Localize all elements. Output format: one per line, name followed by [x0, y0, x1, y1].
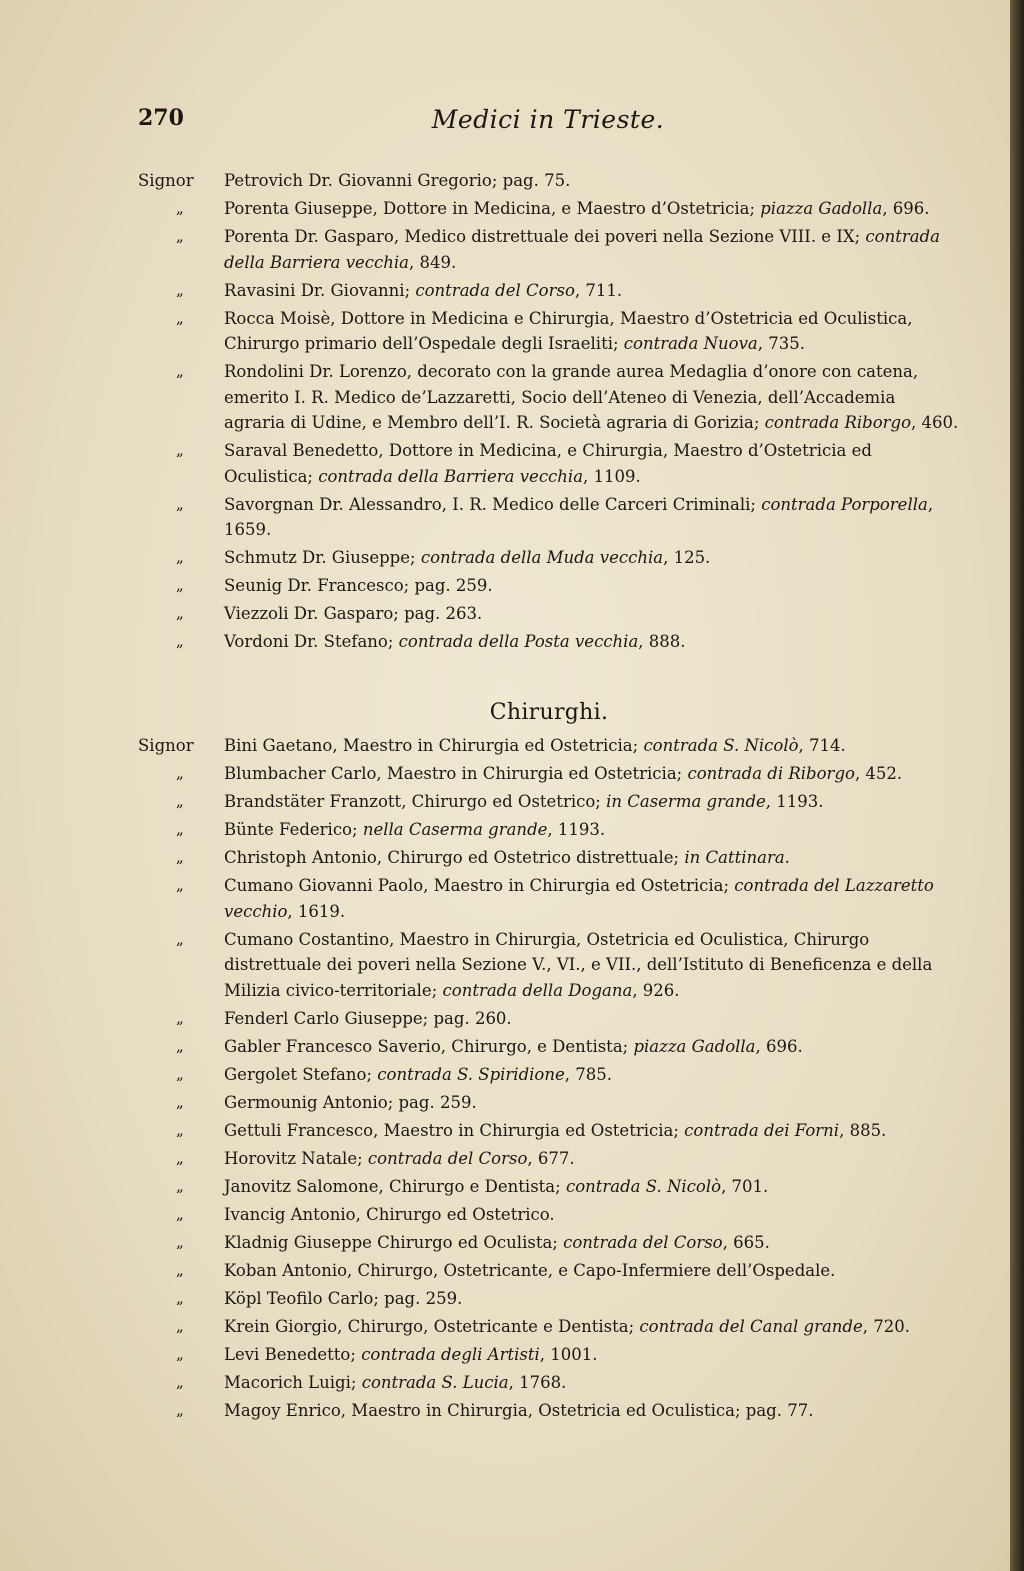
directory-entry	[138, 1034, 960, 1060]
directory-entry	[138, 1314, 960, 1340]
entry-address: in Caserma grande	[606, 792, 766, 811]
entry-address: contrada S. Nicolò	[565, 1176, 722, 1196]
ditto-mark: „	[176, 876, 184, 894]
ditto-mark: „	[176, 1372, 184, 1391]
directory-entry	[138, 1230, 960, 1256]
entry-text: Horovitz Natale;	[224, 1148, 368, 1168]
entry-text: Seunig Dr. Francesco; pag. 259.	[224, 576, 493, 595]
entry-address: contrada del Lazzaretto vecchio	[224, 876, 934, 921]
ditto-mark: „	[176, 548, 184, 566]
directory-entry	[138, 1118, 960, 1144]
directory-entry	[138, 789, 960, 815]
directory-entry	[138, 629, 960, 655]
ditto-mark: „	[176, 1148, 184, 1167]
ditto-mark: „	[176, 1036, 184, 1055]
entry-text: Saraval Benedetto, Dottore in Medicina, e Chirurgia, Maestro d’Ostetricia ed Oculistica;	[224, 441, 872, 486]
ditto-mark: „	[176, 576, 184, 594]
entry-house-number: , 785.	[564, 1064, 612, 1084]
ditto-mark: „	[176, 929, 184, 948]
entry-text: Bini Gaetano, Maestro in Chirurgia ed Ostetricia;	[224, 736, 644, 755]
entry-text: Christoph Antonio, Chirurgo ed Ostetrico distrettuale;	[224, 848, 685, 867]
surgeons-list	[138, 700, 960, 1426]
entry-house-number: , 1193.	[547, 820, 606, 839]
entry-house-number: , 696.	[882, 199, 930, 218]
entry-house-number: .	[784, 848, 790, 867]
entry-text: Gabler Francesco Saverio, Chirurgo, e Dentista;	[224, 1036, 634, 1056]
entry-text: Petrovich Dr. Giovanni Gregorio; pag. 75.	[224, 171, 571, 190]
page-number: 270	[138, 105, 184, 131]
ditto-mark: „	[176, 308, 184, 327]
directory-entry	[138, 359, 960, 436]
ditto-mark: „	[176, 1344, 184, 1363]
directory-entry	[138, 1062, 960, 1088]
ditto-mark: „	[176, 1176, 184, 1195]
entry-address: contrada Riborgo	[764, 413, 912, 432]
entry-address: contrada del Corso	[367, 1148, 528, 1168]
entry-address: contrada Nuova	[623, 334, 758, 353]
entry-house-number: , 849.	[409, 252, 457, 272]
directory-entry	[138, 224, 960, 275]
entry-text: Rocca Moisè, Dottore in Medicina e Chirurgia, Maestro d’Ostetricia ed Oculistica, Chirurgo primario dell’Ospedale degli Israeliti;	[224, 308, 913, 353]
entry-text: Schmutz Dr. Giuseppe;	[224, 548, 421, 567]
ditto-mark: „	[176, 604, 184, 622]
ditto-mark: „	[176, 1400, 184, 1419]
entry-address: contrada del Corso	[563, 1232, 723, 1252]
entry-text: Magoy Enrico, Maestro in Chirurgia, Ostetricia ed Oculistica; pag. 77.	[224, 1400, 814, 1420]
entry-house-number: , 125.	[663, 548, 711, 567]
entry-house-number: , 452.	[854, 764, 903, 783]
ditto-mark: „	[176, 1288, 184, 1307]
directory-entry	[138, 438, 960, 489]
entry-text: Gettuli Francesco, Maestro in Chirurgia ed Ostetricia;	[224, 1120, 685, 1140]
directory-entry	[138, 545, 960, 571]
entry-text: Porenta Giuseppe, Dottore in Medicina, e Maestro d’Ostetricia;	[224, 199, 761, 218]
running-head	[138, 105, 958, 141]
ditto-mark: „	[176, 848, 184, 866]
entry-house-number: , 1193.	[765, 792, 824, 811]
entry-text: Janovitz Salomone, Chirurgo e Dentista;	[224, 1176, 566, 1196]
ditto-mark: „	[176, 362, 184, 380]
entry-text: Levi Benedetto;	[224, 1344, 362, 1364]
directory-entry	[138, 168, 960, 194]
entry-text: Porenta Dr. Gasparo, Medico distrettuale dei poveri nella Sezione VIII. e IX;	[224, 227, 866, 246]
ditto-mark: „	[176, 1316, 184, 1335]
directory-entry	[138, 1006, 960, 1032]
ditto-mark: „	[176, 632, 184, 650]
directory-entry	[138, 601, 960, 627]
book-spine-edge	[1010, 0, 1024, 1571]
entry-text: Rondolini Dr. Lorenzo, decorato con la grande aurea Medaglia d’onore con catena, emerito I. R. Medico de’Lazzaretti, Socio dell’Ateneo di Venezia, dell’Accademia agraria di Udine, e Membro dell’I. R. Società agraria di Gorizia;	[224, 362, 919, 432]
directory-entry	[138, 1202, 960, 1228]
ditto-mark: „	[176, 1008, 184, 1027]
directory-entry	[138, 1342, 960, 1368]
ditto-mark: „	[176, 199, 184, 217]
entry-address: contrada S. Nicolò	[643, 736, 799, 755]
entry-house-number: , 714.	[798, 736, 846, 755]
entry-text: Gergolet Stefano;	[224, 1064, 378, 1084]
ditto-mark: „	[176, 1064, 184, 1083]
entry-house-number: , 1001.	[539, 1344, 598, 1364]
entry-text: Köpl Teofilo Carlo; pag. 259.	[224, 1288, 463, 1308]
entry-text: Fenderl Carlo Giuseppe; pag. 260.	[224, 1008, 512, 1028]
directory-entry	[138, 1398, 960, 1424]
running-title: Medici in Trieste.	[431, 105, 665, 134]
entry-address: in Cattinara	[684, 848, 785, 867]
entry-text: Blumbacher Carlo, Maestro in Chirurgia ed Ostetricia;	[224, 764, 688, 783]
entry-house-number: , 888.	[638, 632, 686, 651]
ditto-mark: „	[176, 1120, 184, 1139]
directory-entry	[138, 1090, 960, 1116]
entry-house-number: , 1768.	[508, 1372, 567, 1392]
ditto-mark: „	[176, 1204, 184, 1223]
ditto-mark: „	[176, 820, 184, 838]
ditto-mark: „	[176, 792, 184, 810]
entry-text: Viezzoli Dr. Gasparo; pag. 263.	[224, 604, 483, 623]
entry-text: Ravasini Dr. Giovanni;	[224, 280, 416, 300]
entry-address: nella Caserma grande	[362, 820, 548, 839]
title-signor: Signor	[138, 736, 194, 755]
entry-house-number: , 1109.	[583, 466, 641, 486]
entry-house-number: , 711.	[574, 280, 623, 300]
entry-text: Cumano Giovanni Paolo, Maestro in Chirurgia ed Ostetricia;	[224, 876, 735, 895]
directory-entry	[138, 1370, 960, 1396]
directory-entry	[138, 817, 960, 843]
directory-entry	[138, 927, 960, 1004]
entry-house-number: , 677.	[527, 1148, 575, 1168]
entry-text: Vordoni Dr. Stefano;	[224, 632, 399, 651]
entry-text: Cumano Costantino, Maestro in Chirurgia, Ostetricia ed Oculistica, Chirurgo distrettuale dei poveri nella Sezione V., VI., e VII., dell’Istituto di Beneficenza e della Milizia civico-territoriale;	[224, 929, 933, 1000]
entry-address: piazza Gadolla	[760, 199, 883, 218]
entry-address: contrada degli Artisti	[361, 1344, 540, 1364]
entry-address: piazza Gadolla	[633, 1036, 756, 1056]
entry-address: contrada Porporella	[761, 494, 928, 514]
title-signor: Signor	[138, 171, 194, 190]
entry-house-number: , 1659.	[224, 494, 934, 539]
directory-entry	[138, 196, 960, 222]
entry-house-number: , 665.	[722, 1232, 770, 1252]
entry-house-number: , 720.	[862, 1316, 910, 1336]
entry-house-number: , 696.	[755, 1036, 803, 1056]
entry-text: Kladnig Giuseppe Chirurgo ed Oculista;	[224, 1232, 564, 1252]
entry-text: Koban Antonio, Chirurgo, Ostetricante, e Capo-Infermiere dell’Ospedale.	[224, 1260, 836, 1280]
entry-address: contrada della Barriera vecchia	[224, 227, 940, 272]
ditto-mark: „	[176, 764, 184, 782]
entry-house-number: , 460.	[911, 413, 959, 432]
entry-text: Savorgnan Dr. Alessandro, I. R. Medico delle Carceri Criminali;	[224, 494, 762, 514]
ditto-mark: „	[176, 1260, 184, 1279]
ditto-mark: „	[176, 280, 184, 299]
directory-entry	[138, 573, 960, 599]
entry-house-number: , 885.	[839, 1120, 887, 1140]
directory-entry	[138, 1146, 960, 1172]
entry-text: Ivancig Antonio, Chirurgo ed Ostetrico.	[224, 1204, 555, 1224]
directory-entry	[138, 306, 960, 357]
entry-text: Macorich Luigi;	[224, 1372, 362, 1392]
physicians-list	[138, 168, 960, 657]
entry-text: Bünte Federico;	[224, 820, 363, 839]
entry-address: contrada della Muda vecchia	[420, 548, 664, 567]
entry-text: Brandstäter Franzott, Chirurgo ed Ostetrico;	[224, 792, 607, 811]
directory-entry	[138, 761, 960, 787]
entry-house-number: , 926.	[632, 980, 680, 1000]
entry-text: Germounig Antonio; pag. 259.	[224, 1092, 477, 1112]
directory-entry	[138, 492, 960, 543]
directory-entry	[138, 845, 960, 871]
ditto-mark: „	[176, 1092, 184, 1111]
ditto-mark: „	[176, 441, 184, 459]
entry-address: contrada del Canal grande	[639, 1316, 863, 1336]
entry-house-number: , 1619.	[287, 901, 346, 921]
directory-entry	[138, 278, 960, 304]
ditto-mark: „	[176, 494, 184, 513]
section-heading-chirurghi: Chirurghi.	[489, 700, 609, 725]
directory-entry	[138, 873, 960, 924]
entry-address: contrada S. Spiridione	[377, 1064, 565, 1084]
entry-address: contrada della Dogana	[442, 980, 633, 1000]
entry-address: contrada della Posta vecchia	[398, 632, 639, 651]
entry-address: contrada dei Forni	[684, 1120, 840, 1140]
entry-address: contrada di Riborgo	[687, 764, 855, 783]
directory-entry	[138, 733, 960, 759]
directory-entry	[138, 1258, 960, 1284]
entry-house-number: , 735.	[757, 334, 805, 353]
ditto-mark: „	[176, 227, 184, 245]
entry-address: contrada della Barriera vecchia	[318, 466, 584, 486]
entry-house-number: , 701.	[721, 1176, 769, 1196]
ditto-mark: „	[176, 1232, 184, 1251]
directory-entry	[138, 1286, 960, 1312]
entry-address: contrada S. Lucia	[361, 1372, 509, 1392]
entry-text: Krein Giorgio, Chirurgo, Ostetricante e Dentista;	[224, 1316, 640, 1336]
directory-entry	[138, 1174, 960, 1200]
entry-address: contrada del Corso	[415, 280, 575, 300]
